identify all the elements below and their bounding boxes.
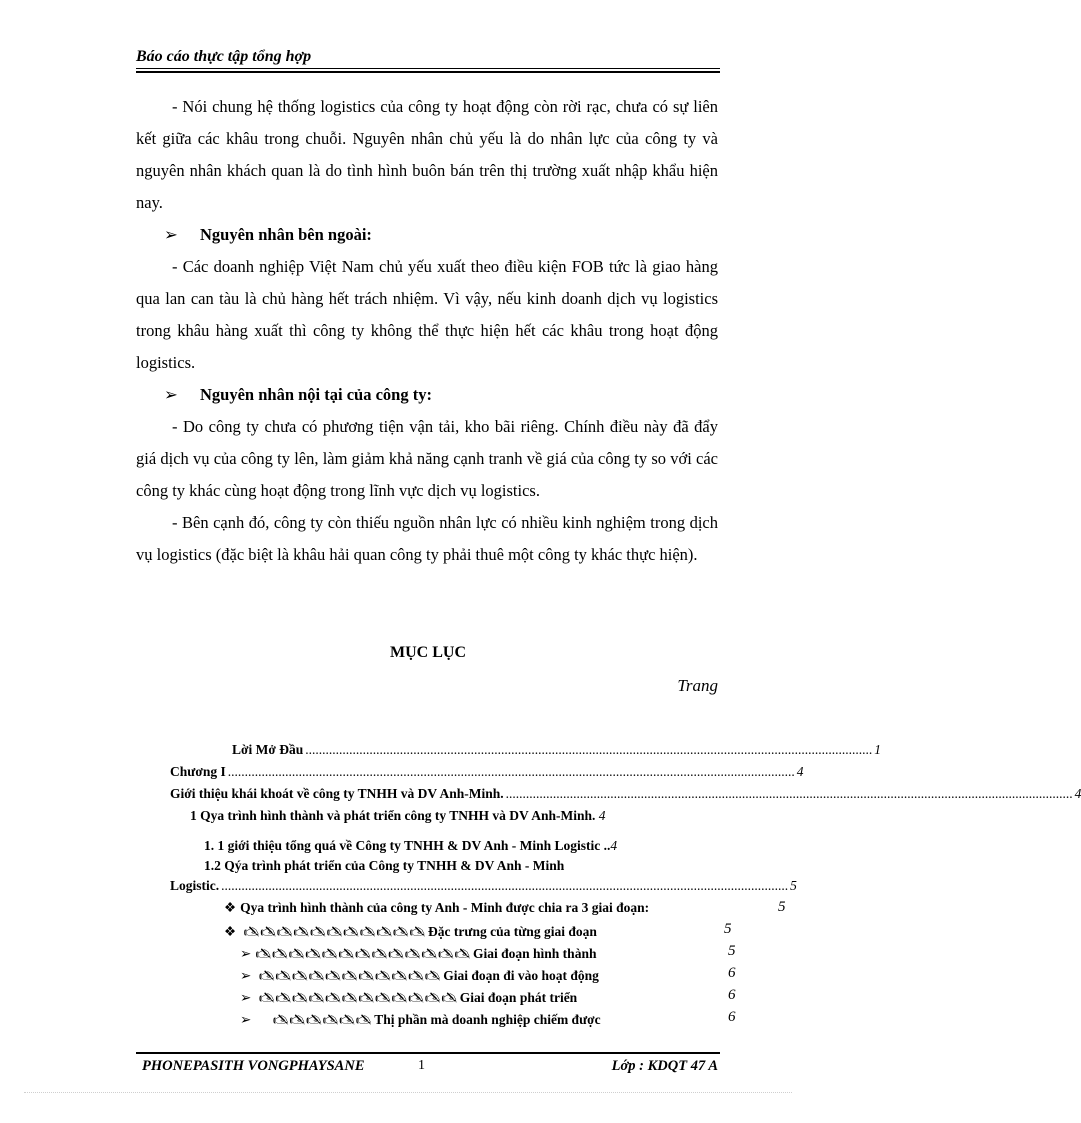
toc-entry-label: Lời Mở Đầu bbox=[232, 742, 304, 757]
hand-glyph-run-icon: 🖎🖎🖎🖎🖎🖎🖎🖎🖎🖎🖎 bbox=[258, 968, 442, 983]
toc-entry-1-1[interactable] bbox=[204, 838, 617, 854]
toc-entry-page: 6 bbox=[728, 987, 736, 1003]
toc-entry-loi-mo-dau[interactable] bbox=[170, 742, 881, 758]
toc-entry-dac-trung[interactable] bbox=[224, 922, 597, 945]
toc-title: MỤC LỤC bbox=[390, 644, 466, 661]
toc-entry-page: 6 bbox=[728, 1009, 736, 1025]
paragraph-4: - Bên cạnh đó, công ty còn thiếu nguồn nhân lực có nhiều kinh nghiệm trong dịch vụ logistics (đặc biệt là khâu hải quan công ty phải thuê một công ty khác thực hiện). bbox=[136, 513, 718, 564]
toc-leader: ........................................................................................................................................................................ bbox=[505, 786, 1073, 801]
toc-entry-label: Chương I bbox=[170, 764, 226, 779]
toc-entry-page: 4 bbox=[796, 764, 804, 779]
toc-entry-label: Giai đoạn phát triển bbox=[459, 990, 578, 1005]
toc-entry-3-giai-doan[interactable] bbox=[224, 900, 649, 916]
page-header bbox=[136, 48, 720, 66]
toc-entry-label: 1 Qya trình hình thành và phát triển công ty TNHH và DV Anh-Minh. bbox=[190, 808, 596, 823]
toc-entry-giai-doan-hinh-thanh[interactable] bbox=[240, 944, 596, 967]
toc-entry-page: 1 bbox=[874, 742, 881, 757]
toc-entry-gioi-thieu[interactable] bbox=[170, 786, 1081, 802]
page-footer bbox=[136, 1052, 720, 1080]
heading-internal-causes bbox=[136, 379, 718, 411]
toc-entry-page: 5 bbox=[790, 878, 797, 893]
arrow-bullet-icon: ➢ bbox=[240, 1012, 252, 1027]
toc-entry-thi-phan[interactable] bbox=[240, 1010, 601, 1033]
footer-author: PHONEPASITH VONGPHAYSANE bbox=[142, 1058, 365, 1074]
page-edge-divider bbox=[24, 1092, 792, 1093]
footer-page-number: 1 bbox=[418, 1058, 425, 1073]
toc-entry-label: Đặc trưng của từng giai đoạn bbox=[428, 924, 597, 939]
toc-entry-chuong-1[interactable] bbox=[170, 764, 804, 780]
toc-entry-label: Giai đoạn hình thành bbox=[473, 946, 597, 961]
toc-entry-label: 1. 1 giới thiệu tổng quá về Công ty TNHH & DV Anh - Minh Logistic .. bbox=[204, 838, 611, 853]
toc-page-column-label: Trang bbox=[677, 676, 718, 695]
toc-entry-giai-doan-hoat-dong[interactable] bbox=[240, 966, 599, 989]
hand-glyph-run-icon: 🖎🖎🖎🖎🖎🖎🖎🖎🖎🖎🖎🖎 bbox=[258, 990, 458, 1005]
toc-entry-qua-trinh[interactable] bbox=[190, 808, 605, 824]
toc-entry-label: Thị phần mà doanh nghiệp chiếm được bbox=[374, 1012, 601, 1027]
footer-class: Lớp : KDQT 47 A bbox=[611, 1058, 718, 1074]
toc-leader: ........................................................................................................................................................................ bbox=[227, 764, 795, 779]
heading-internal-label: Nguyên nhân nội tại của công ty: bbox=[200, 385, 432, 404]
toc-entry-1-2-cont[interactable] bbox=[170, 878, 797, 894]
toc-entry-label: Giai đoạn đi vào hoạt động bbox=[443, 968, 599, 983]
arrow-bullet-icon: ➢ bbox=[240, 968, 252, 983]
arrow-bullet-icon: ➢ bbox=[240, 990, 252, 1005]
header-rule-thick bbox=[136, 71, 720, 73]
toc-entry-label: Giới thiệu khái khoát về công ty TNHH và DV Anh-Minh. bbox=[170, 786, 504, 801]
toc-entry-page: 4 bbox=[1074, 786, 1081, 801]
arrow-bullet-icon: ➢ bbox=[164, 385, 178, 404]
toc-entry-giai-doan-phat-trien[interactable] bbox=[240, 988, 577, 1011]
toc-entry-page: 5 bbox=[724, 921, 732, 937]
toc-entry-page: 6 bbox=[728, 965, 736, 981]
toc-entry-1-2[interactable] bbox=[204, 858, 564, 874]
header-rule-thin bbox=[136, 68, 720, 69]
toc-entry-page: 5 bbox=[778, 899, 786, 915]
hand-glyph-run-icon: 🖎🖎🖎🖎🖎🖎 bbox=[272, 1012, 373, 1027]
heading-external-causes bbox=[136, 219, 718, 251]
heading-external-label: Nguyên nhân bên ngoài: bbox=[200, 225, 372, 244]
paragraph-2: - Các doanh nghiệp Việt Nam chủ yếu xuất theo điều kiện FOB tức là giao hàng qua lan can tàu là chủ hàng hết trách nhiệm. Vì vậy, nếu kinh doanh dịch vụ logistics trong khâu hàng xuất thì công ty không thể thực hiện hết các khâu trong hoạt động logistics. bbox=[136, 257, 718, 372]
footer-rule bbox=[136, 1052, 720, 1054]
body-text bbox=[136, 91, 718, 571]
diamond-bullet-icon: ❖ bbox=[224, 924, 237, 939]
header-title: Báo cáo thực tập tổng hợp bbox=[136, 48, 312, 65]
toc-entry-page: 4 bbox=[598, 808, 606, 823]
hand-glyph-run-icon: 🖎🖎🖎🖎🖎🖎🖎🖎🖎🖎🖎 bbox=[243, 924, 426, 939]
toc-entry-label: Logistic. bbox=[170, 878, 220, 893]
arrow-bullet-icon: ➢ bbox=[240, 946, 252, 961]
toc-entry-label: 1.2 Qýa trình phát triển của Công ty TNHH & DV Anh - Minh bbox=[204, 858, 565, 873]
diamond-bullet-icon: ❖ bbox=[224, 900, 237, 915]
paragraph-3: - Do công ty chưa có phương tiện vận tải, kho bãi riêng. Chính điều này đã đẩy giá dịch vụ của công ty lên, làm giảm khả năng cạnh tranh về giá của công ty so với các công ty khác cùng hoạt động trong lĩnh vực dịch vụ logistics. bbox=[136, 417, 718, 500]
toc-leader: ........................................................................................................................................................................ bbox=[305, 742, 873, 757]
arrow-bullet-icon: ➢ bbox=[164, 225, 178, 244]
toc-leader: ........................................................................................................................................................................ bbox=[221, 878, 789, 893]
toc-entry-page: 5 bbox=[728, 943, 736, 959]
toc-entry-label: Qya trình hình thành của công ty Anh - Minh được chia ra 3 giai đoạn: bbox=[240, 900, 650, 915]
hand-glyph-run-icon: 🖎🖎🖎🖎🖎🖎🖎🖎🖎🖎🖎🖎🖎 bbox=[255, 946, 472, 961]
toc-entry-page: 4 bbox=[610, 838, 618, 853]
paragraph-1: - Nói chung hệ thống logistics của công ty hoạt động còn rời rạc, chưa có sự liên kết giữa các khâu trong chuỗi. Nguyên nhân chủ yếu là do nhân lực của công ty và nguyên nhân khách quan là do tình hình buôn bán trên thị trường xuất nhập khẩu hiện nay. bbox=[136, 97, 718, 212]
